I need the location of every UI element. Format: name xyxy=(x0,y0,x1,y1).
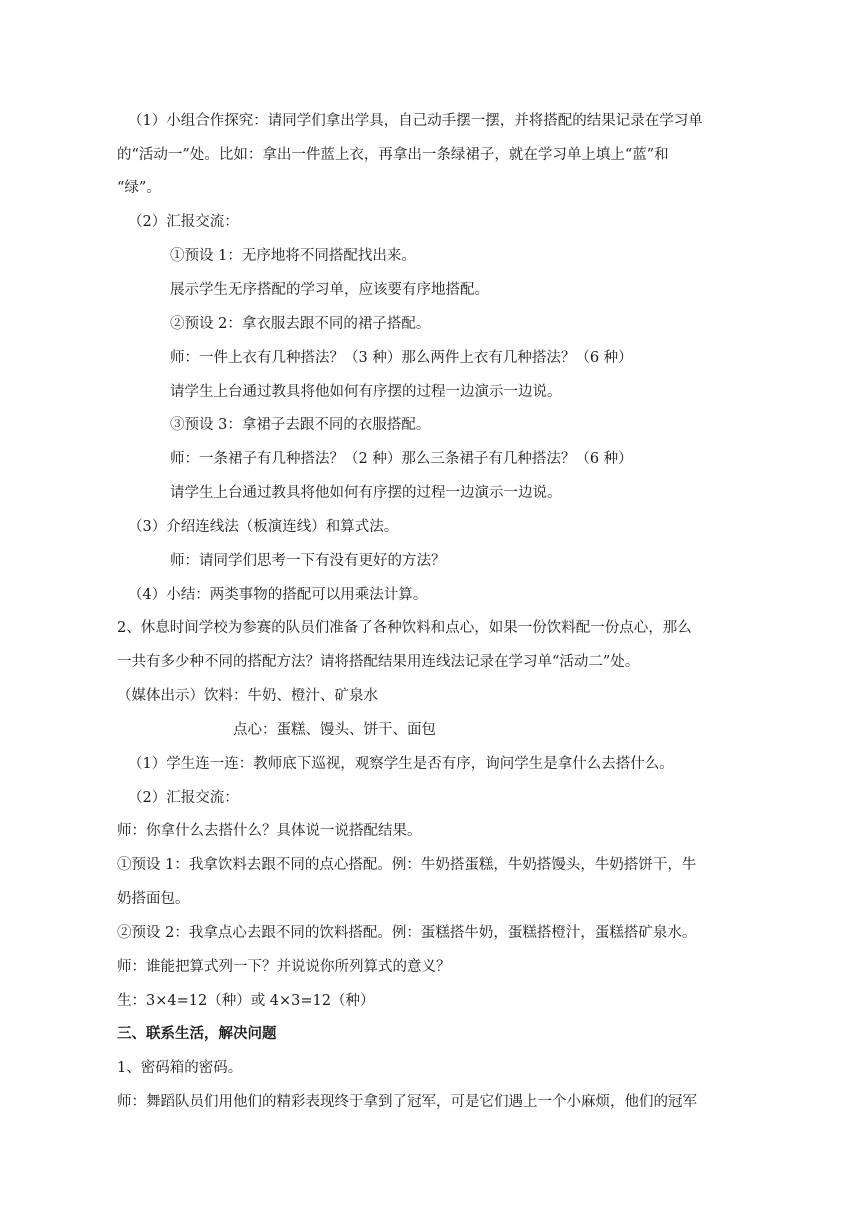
text-line: 的“活动一”处。比如：拿出一件蓝上衣，再拿出一条绿裙子，就在学习单上填上“蓝”和 xyxy=(117,147,669,163)
text-line: ③预设 3：拿裙子去跟不同的衣服搭配。 xyxy=(170,417,431,433)
text-line: 师：一条裙子有几种搭法？（2 种）那么三条裙子有几种搭法？（6 种） xyxy=(170,451,633,467)
text-line: 展示学生无序搭配的学习单，应该要有序地搭配。 xyxy=(170,282,489,298)
text-line: （2）汇报交流： xyxy=(128,214,239,230)
text-line: 师：舞蹈队员们用他们的精彩表现终于拿到了冠军，可是它们遇上一个小麻烦，他们的冠军 xyxy=(117,1094,697,1110)
text-line: 2、休息时间学校为参赛的队员们准备了各种饮料和点心，如果一份饮料配一份点心，那么 xyxy=(117,620,692,636)
text-line: （1）小组合作探究：请同学们拿出学具，自己动手摆一摆，并将搭配的结果记录在学习单 xyxy=(128,113,703,129)
text-line: ①预设 1：无序地将不同搭配找出来。 xyxy=(170,248,416,264)
text-line: （1）学生连一连：教师底下巡视，观察学生是否有序，询问学生是拿什么去搭什么。 xyxy=(128,756,674,772)
text-line: 奶搭面包。 xyxy=(117,891,190,907)
text-line: （4）小结：两类事物的搭配可以用乘法计算。 xyxy=(128,587,428,603)
text-line: “绿”。 xyxy=(117,180,161,196)
text-line: ②预设 2：我拿点心去跟不同的饮料搭配。例：蛋糕搭牛奶，蛋糕搭橙汁，蛋糕搭矿泉水。 xyxy=(117,925,697,941)
text-line: 请学生上台通过教具将他如何有序摆的过程一边演示一边说。 xyxy=(170,384,562,400)
text-line: ②预设 2：拿衣服去跟不同的裙子搭配。 xyxy=(170,316,431,332)
text-line: （媒体出示）饮料：牛奶、橙汁、矿泉水 xyxy=(117,688,378,704)
text-line: 师：谁能把算式列一下？并说说你所列算式的意义？ xyxy=(117,959,451,975)
text-line: 生：3×4=12（种）或 4×3=12（种） xyxy=(117,993,375,1009)
text-line: 师：你拿什么去搭什么？具体说一说搭配结果。 xyxy=(117,823,422,839)
text-line: 师：一件上衣有几种搭法？（3 种）那么两件上衣有几种搭法？（6 种） xyxy=(170,350,633,366)
text-line: （2）汇报交流： xyxy=(128,790,239,806)
text-line: 点心：蛋糕、馒头、饼干、面包 xyxy=(233,722,436,738)
text-line: 请学生上台通过教具将他如何有序摆的过程一边演示一边说。 xyxy=(170,485,562,501)
text-line: 1、密码箱的密码。 xyxy=(117,1060,243,1076)
text-line: 一共有多少种不同的搭配方法？请将搭配结果用连线法记录在学习单“活动二”处。 xyxy=(117,654,640,670)
text-line: 师：请同学们思考一下有没有更好的方法？ xyxy=(170,553,446,569)
text-line: ①预设 1：我拿饮料去跟不同的点心搭配。例：牛奶搭蛋糕，牛奶搭馒头，牛奶搭饼干，牛 xyxy=(117,857,697,873)
text-line: （3）介绍连线法（板演连线）和算式法。 xyxy=(128,519,399,535)
section-heading: 三、联系生活，解决问题 xyxy=(117,1025,277,1042)
